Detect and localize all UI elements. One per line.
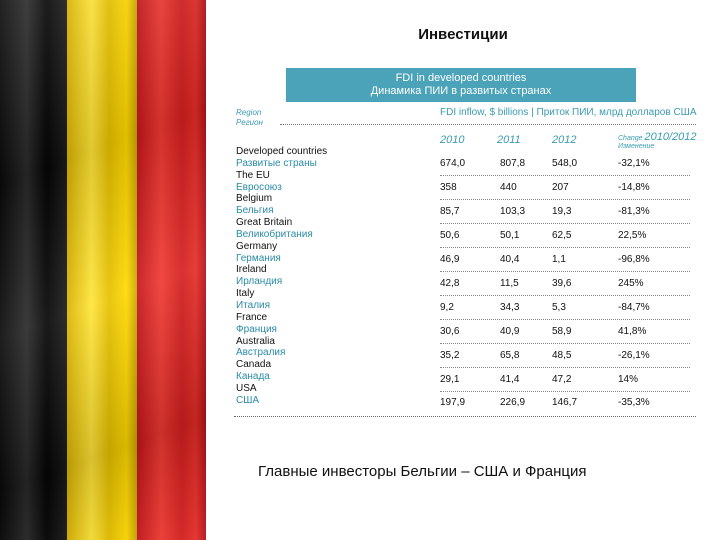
value-change: 22,5% [618,230,647,241]
value-change: -32,1% [618,158,650,169]
region-name-ru: США [236,394,260,406]
row-divider [440,295,690,296]
row-divider [440,199,690,200]
value-2012: 1,1 [552,254,566,265]
value-2010: 42,8 [440,278,460,289]
value-change: -14,8% [618,182,650,193]
value-2010: 9,2 [440,302,454,313]
region-name-ru: Великобритания [236,228,313,240]
slide-title: Инвестиции [418,26,508,43]
region-name-ru: Канада [236,371,270,383]
value-change: -35,3% [618,397,650,408]
row-divider [440,223,690,224]
col-header-2011: 2011 [497,134,521,146]
value-2012: 5,3 [552,302,566,313]
value-change: 14% [618,374,639,385]
region-name-en: Canada [236,359,272,371]
value-2010: 50,6 [440,230,460,241]
table-row [440,254,680,270]
row-divider [440,247,690,248]
value-2010: 46,9 [440,254,460,265]
region-label-en: Region [236,108,262,117]
table-row [440,158,680,174]
slide-caption: Главные инвесторы Бельгии – США и Франция [258,463,587,480]
value-change: 41,8% [618,326,647,337]
region-name-en: Germany [236,240,278,252]
change-years: 2010/2012 [644,131,697,143]
row-divider [440,319,690,320]
col-header-2012: 2012 [552,134,577,146]
header-divider [280,124,696,125]
table-row [440,374,680,390]
table-row [440,182,680,198]
change-label: Change [618,135,643,142]
flag-fabric-shading [0,0,206,540]
region-names-list [236,146,327,407]
table-row [440,397,680,413]
region-name-en: Ireland [236,264,267,276]
region-name-en: USA [236,382,257,394]
table-row [440,350,680,366]
value-change: -26,1% [618,350,650,361]
region-name-ru: Развитые страны [236,157,317,169]
value-2012: 19,3 [552,206,572,217]
value-change: 245% [618,278,644,289]
value-2010: 197,9 [440,397,466,408]
value-2011: 41,4 [500,374,520,385]
banner-title-ru: Динамика ПИИ в развитых странах [370,85,552,97]
value-2012: 48,5 [552,350,572,361]
table-row [440,302,680,318]
value-2010: 674,0 [440,158,466,169]
region-name-en: Belgium [236,193,273,205]
value-2012: 146,7 [552,397,578,408]
value-2012: 548,0 [552,158,578,169]
region-name-en: Great Britain [236,217,293,229]
table-row [440,326,680,342]
region-name-ru: Италия [236,299,271,311]
region-name-ru: Бельгия [236,205,274,217]
value-2010: 85,7 [440,206,460,217]
value-change: -84,7% [618,302,650,313]
value-2010: 35,2 [440,350,460,361]
value-change: -81,3% [618,206,650,217]
region-name-en: Australia [236,335,275,347]
col-header-2010: 2010 [440,134,465,146]
value-2011: 11,5 [500,278,519,289]
table-row [440,278,680,294]
value-2011: 40,4 [500,254,520,265]
region-name-ru: Евросоюз [236,181,282,193]
region-name-ru: Франция [236,323,277,335]
value-2010: 358 [440,182,457,193]
row-divider [440,391,690,392]
region-name-en: The EU [236,169,270,181]
region-name-ru: Германия [236,252,281,264]
value-2010: 29,1 [440,374,460,385]
region-name-en: Italy [236,288,255,300]
value-2012: 58,9 [552,326,572,337]
value-2010: 30,6 [440,326,460,337]
value-2012: 62,5 [552,230,572,241]
value-change: -96,8% [618,254,650,265]
row-divider [440,367,690,368]
table-row [440,206,680,222]
table-row [440,230,680,246]
figure-banner [286,68,636,102]
region-name-ru: Ирландия [236,276,283,288]
table-bottom-rule [234,416,696,417]
region-name-en: Developed countries [236,146,328,157]
value-2012: 207 [552,182,569,193]
value-2011: 50,1 [500,230,520,241]
value-2011: 65,8 [500,350,520,361]
value-2011: 226,9 [500,397,526,408]
region-name-en: France [236,311,268,323]
region-name-ru: Австралия [236,347,286,359]
value-2012: 47,2 [552,374,572,385]
table-subheading: FDI inflow, $ billions | Приток ПИИ, млрд долларов США [440,107,697,118]
banner-title-en: FDI in developed countries [395,72,527,84]
region-label-ru: Регион [236,118,263,127]
value-2012: 39,6 [552,278,572,289]
value-2011: 440 [500,182,517,193]
row-divider [440,343,690,344]
region-header [236,108,263,128]
row-divider [440,175,690,176]
row-divider [440,271,690,272]
value-2011: 103,3 [500,206,526,217]
change-label-ru: Изменение [618,143,655,150]
value-2011: 807,8 [500,158,526,169]
value-2011: 40,9 [500,326,520,337]
col-header-change [618,133,696,151]
value-2011: 34,3 [500,302,520,313]
